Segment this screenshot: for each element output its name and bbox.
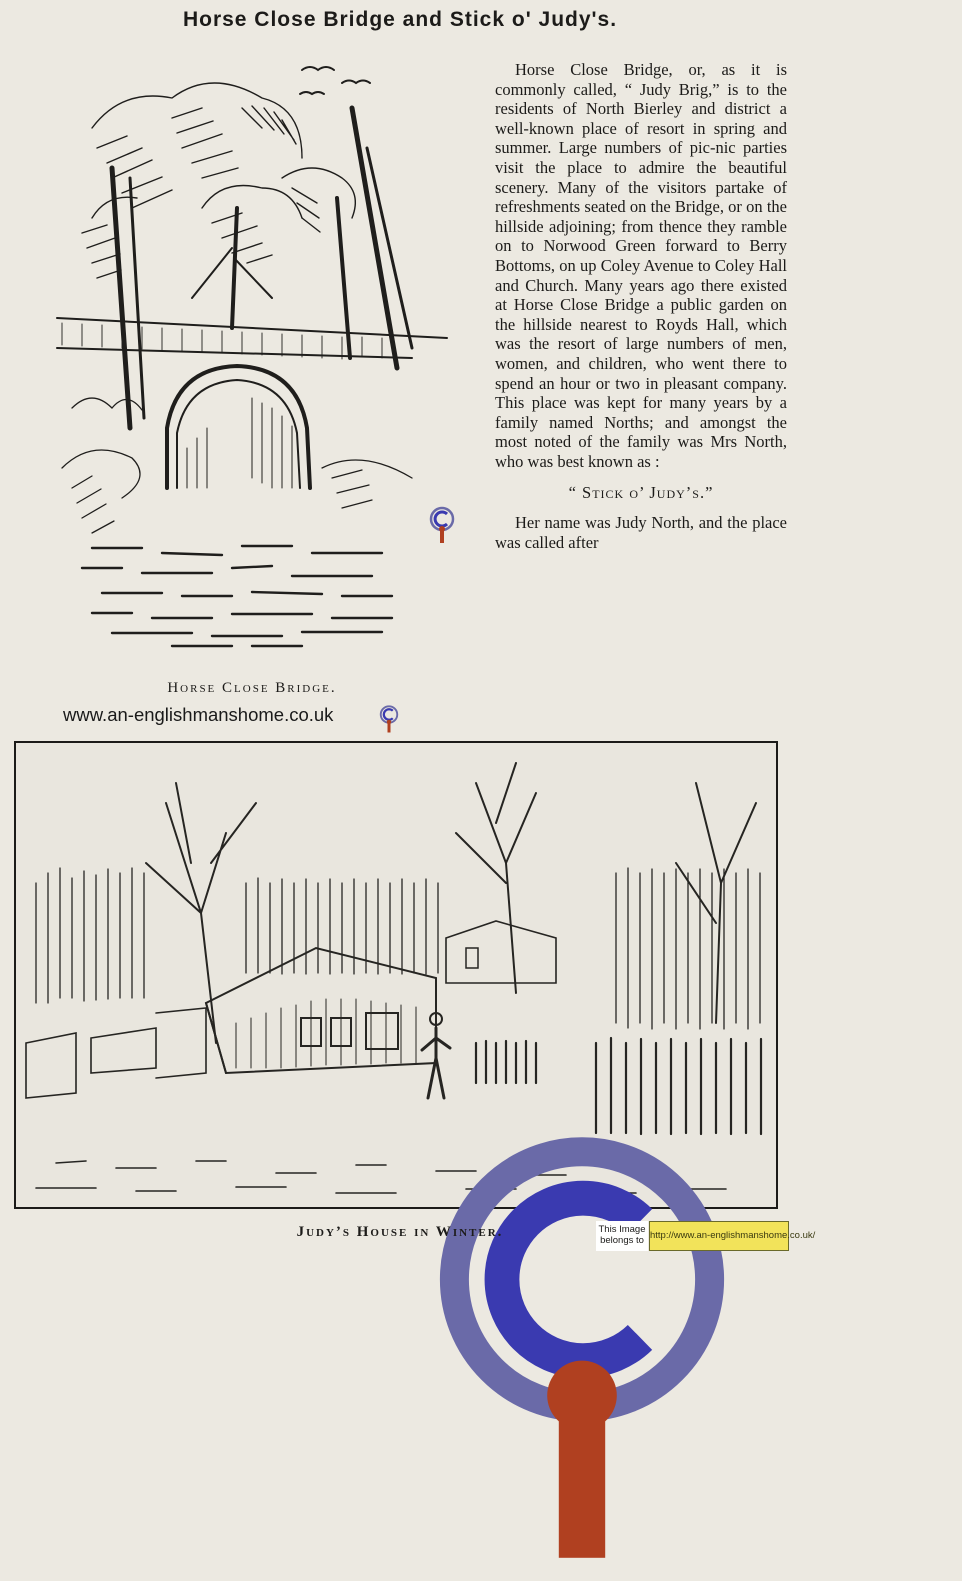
copyright-icon — [428, 505, 456, 545]
article-paragraph: Her name was Judy North, and the place was called after — [495, 513, 787, 552]
winter-house-illustration — [14, 741, 778, 1209]
badge-line: belongs to — [600, 1235, 644, 1246]
copyright-icon — [378, 704, 400, 734]
ownership-badge-url: http://www.an-englishmanshome.co.uk/ — [649, 1221, 789, 1251]
bridge-illustration — [52, 48, 452, 648]
article-subheading: “ Stick o’ Judy’s.” — [568, 483, 714, 503]
article-body — [495, 60, 787, 552]
watermark-url: www.an-englishmanshome.co.uk — [63, 704, 334, 725]
winter-house-caption: Judy’s House in Winter. — [296, 1224, 504, 1240]
page-title: Horse Close Bridge and Stick o' Judy's. — [182, 8, 618, 31]
copyright-icon — [202, 1117, 962, 1581]
bridge-caption: Horse Close Bridge. — [167, 680, 337, 696]
article-paragraph: Horse Close Bridge, or, as it is commonly called, “ Judy Brig,” is to the residents of North Bierley and district a well-known place of resort in spring and summer. Large numbers of pic-nic parties visit the place to admire the beautiful scenery. Many of the visitors partake of refreshments seated on the Bridge, or on the hillside adjoining; from thence they ramble on to Norwood Green forward to Berry Bottoms, on up Coley Avenue to Coley Hall and Church. Many years ago there existed at Horse Close Bridge a public garden on the hillside nearest to Royds Hall, which was the resort of large numbers of men, women, and children, who went there to spend an hour or two in pleasant company. This place was kept for many years by a family named Norths; and amongst the most noted of the family was Mrs North, who was best known as : — [495, 60, 787, 471]
badge-line: This Image — [598, 1224, 646, 1235]
ownership-badge — [596, 1221, 648, 1251]
